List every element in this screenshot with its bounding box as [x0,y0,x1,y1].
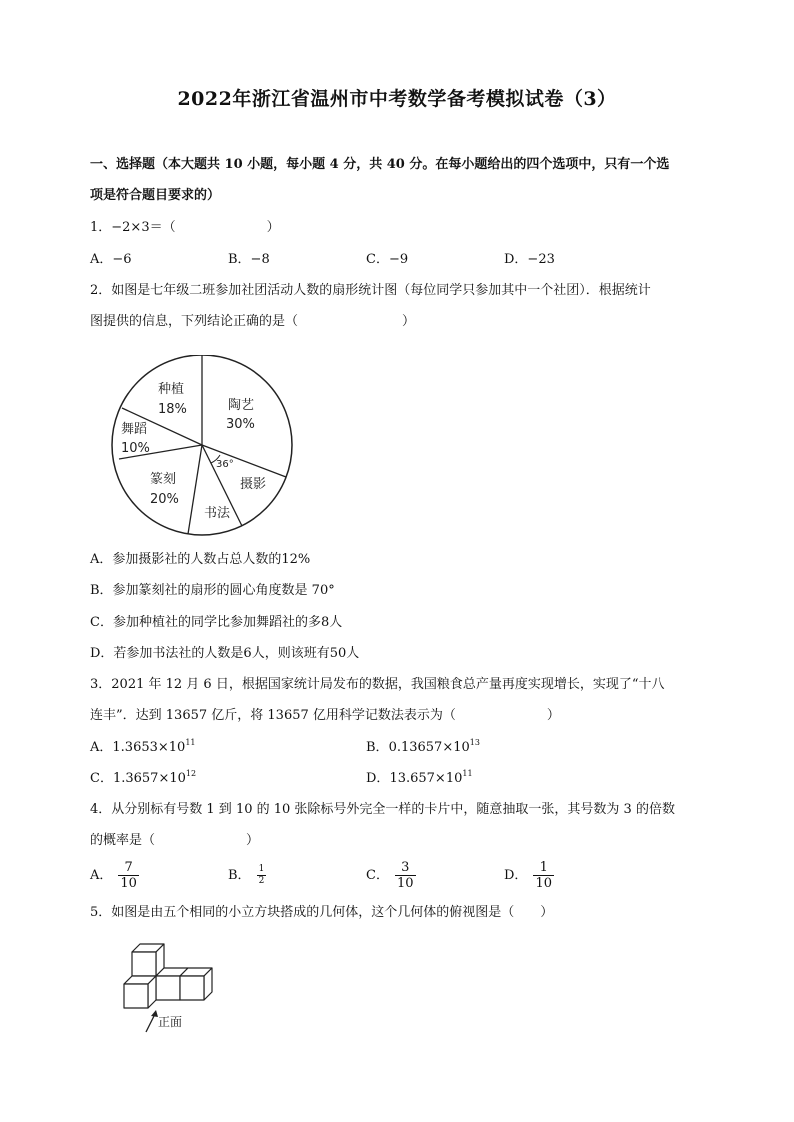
back-cube3-front [180,976,204,1000]
q3-option-c: C．$1.3657\times 10^{12}$ [90,769,197,786]
fraction: $\frac{1}{2}$ [258,864,265,886]
front-view-label: 正面 [158,1015,183,1029]
pie-label-seal: 篆刻 [150,472,177,487]
q1-option-b: B．−8 [228,252,270,267]
q4-stem-line1: 4．从分别标有号数 1 到 10 的 10 张除标号外完全一样的卡片中，随意抽取一张，其号数为 3 的倍数 [90,802,675,817]
page-title: 2022年浙江省温州市中考数学备考模拟试卷（3） [177,88,617,110]
pie-label-calligraphy: 书法 [204,506,231,521]
q2-option-b: B．参加篆刻社的扇形的圆心角度数是 70° [90,583,335,598]
q2-stem-line2: 图提供的信息，下列结论正确的是（ ） [90,314,416,329]
pie-label-pottery: 陶艺 [228,398,255,413]
back-cube2-front [156,976,180,1000]
section-header-line2: 项是符合题目要求的） [90,188,221,203]
q2-option-a: A．参加摄影社的人数占总人数的12% [90,552,311,567]
q4-option-d: D． $\frac{1}{10}$ [504,860,552,891]
q1-option-a: A．−6 [90,252,132,267]
pie-chart [110,355,300,540]
cube-figure [118,940,238,1035]
q1-option-c: C．−9 [366,252,409,267]
pie-label-planting-pct: 18% [158,402,187,417]
q4-option-c: C． $\frac{3}{10}$ [366,860,414,891]
q2-option-c: C．参加种植社的同学比参加舞蹈社的多8人 [90,615,343,630]
q2-option-d: D．若参加书法社的人数是6人，则该班有50人 [90,646,360,661]
pie-label-planting: 种植 [158,382,185,397]
top-cube-front [132,952,156,976]
section-header-line1: 一、选择题（本大题共 10 小题，每小题 4 分，共 40 分。在每小题给出的四个选项中，只有一个选 [90,157,670,172]
fraction: $\frac{1}{10}$ [535,860,552,891]
front-cube-front [124,984,148,1008]
pie-label-photo: 摄影 [240,477,267,492]
q4-option-b: B． $\frac{1}{2}$ [228,864,265,886]
fraction: $\frac{7}{10}$ [120,860,137,891]
q3-option-a: A．$1.3653\times 10^{11}$ [90,738,196,755]
pie-label-dance: 舞蹈 [121,422,148,437]
q3-option-d: D．$13.657\times 10^{11}$ [366,769,473,786]
q4-option-a: A． $\frac{7}{10}$ [90,860,137,891]
arrow-icon [151,1010,158,1017]
q4-stem-line2: 的概率是（ ） [90,833,260,848]
q1-stem: 1．−2×3＝（ ） [90,220,280,235]
pie-label-pottery-pct: 30% [226,417,255,432]
q3-stem-line2: 连丰”．达到 13657 亿斤，将 13657 亿用科学记数法表示为（ ） [90,708,560,723]
pie-label-dance-pct: 10% [121,441,150,456]
q1-option-d: D．−23 [504,252,555,267]
pie-label-angle: 36° [216,459,234,470]
pie-label-seal-pct: 20% [150,492,179,507]
fraction: $\frac{3}{10}$ [396,860,414,891]
q3-stem-line1: 3．2021 年 12 月 6 日，根据国家统计局发布的数据，我国粮食总产量再度实现增长，实现了“十八 [90,677,665,692]
q3-option-b: B．$0.13657\times 10^{13}$ [366,738,480,755]
q5-stem: 5．如图是由五个相同的小立方块搭成的几何体，这个几何体的俯视图是（ ） [90,905,554,920]
q2-stem-line1: 2．如图是七年级二班参加社团活动人数的扇形统计图（每位同学只参加其中一个社团）．根据统计 [90,283,651,298]
